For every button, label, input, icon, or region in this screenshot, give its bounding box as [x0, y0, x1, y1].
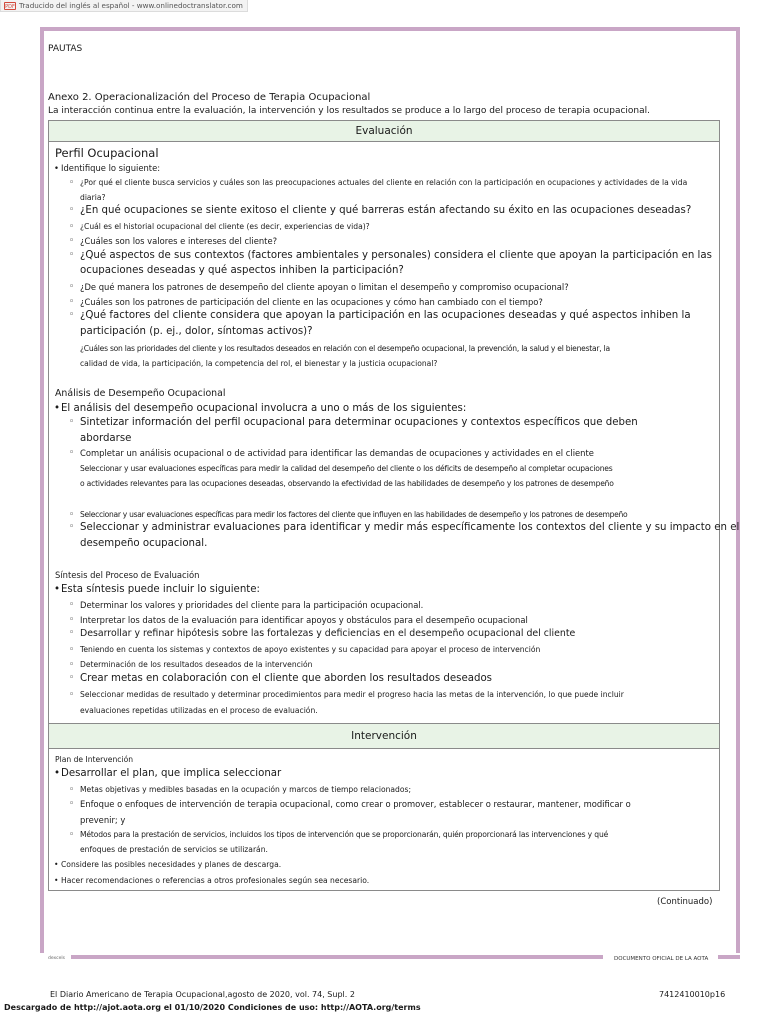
sintesis-title: Síntesis del Proceso de Evaluación	[55, 570, 200, 580]
analisis-item: ◦ Sintetizar información del perfil ocupacional para determinar ocupaciones y contextos específicos que deben	[80, 417, 638, 428]
page-code: 7412410010p16	[659, 990, 726, 999]
perfil-item: ◦ ¿Cuáles son los patrones de participación del cliente en las ocupaciones y cómo han cambiado con el tiempo?	[80, 297, 543, 307]
perfil-item: ◦ ¿Cuáles son los valores e intereses del cliente?	[80, 236, 277, 246]
sintesis-item: ◦ Seleccionar medidas de resultado y determinar procedimientos para medir el progreso hacia las metas de la intervención, lo que puede incluir	[80, 690, 624, 699]
footer-tiny-label: dexcels	[48, 956, 65, 961]
sintesis-item-cont: evaluaciones repetidas utilizadas en el proceso de evaluación.	[80, 706, 318, 715]
plan-item: ◦ Métodos para la prestación de servicios, incluidos los tipos de intervención que se proporcionarán, quién proporcionará las intervenciones y qué	[80, 830, 608, 839]
perfil-item: ◦ ¿Qué factores del cliente considera que apoyan la participación en las ocupaciones deseadas y qué aspectos inhiben la	[80, 310, 691, 321]
perfil-item: ◦ ¿Cuál es el historial ocupacional del cliente (es decir, experiencias de vida)?	[80, 222, 370, 231]
perfil-item: ◦ ¿De qué manera los patrones de desempeño del cliente apoyan o limitan el desempeño y compromiso ocupacional?	[80, 282, 569, 292]
translator-bar[interactable]	[0, 0, 248, 12]
sintesis-item: ◦ Desarrollar y refinar hipótesis sobre las fortalezas y deficiencias en el desempeño ocupacional del cliente	[80, 628, 575, 639]
perfil-item: ◦ ¿Qué aspectos de sus contextos (factores ambientales y personales) considera el cliente que apoyan la participación en las	[80, 250, 712, 261]
bottom-rule-left	[71, 955, 603, 959]
perfil-item-cont: diaria?	[80, 193, 106, 202]
sintesis-item: ◦ Crear metas en colaboración con el cliente que aborden los resultados deseados	[80, 673, 492, 684]
analisis-item: ◦ Completar un análisis ocupacional o de actividad para identificar las demandas de ocupaciones y actividades en el cliente	[80, 448, 594, 458]
annex-intro: La interacción continua entre la evaluación, la intervención y los resultados se produce a lo largo del proceso de terapia ocupacional.	[48, 106, 650, 116]
journal-citation: El Diario Americano de Terapia Ocupacional,agosto de 2020, vol. 74, Supl. 2	[50, 990, 355, 999]
plan-lead: • Desarrollar el plan, que implica seleccionar	[61, 768, 281, 779]
continued-label: (Continuado)	[657, 897, 713, 907]
section-header: PAUTAS	[48, 44, 83, 54]
perfil-lead: • Identifique lo siguiente:	[61, 163, 160, 173]
analisis-item-cont: abordarse	[80, 433, 132, 444]
perfil-item: ◦ ¿Por qué el cliente busca servicios y cuáles son las preocupaciones actuales del cliente en relación con la participación en ocupaciones y actividades de la vida	[80, 178, 687, 187]
plan-bullet: • Considere las posibles necesidades y planes de descarga.	[61, 860, 281, 869]
perfil-item: ¿Cuáles son las prioridades del cliente y los resultados deseados en relación con el desempeño ocupacional, la prevención, la salud y el bienestar, la	[80, 344, 610, 353]
sintesis-item: ◦ Determinación de los resultados deseados de la intervención	[80, 660, 312, 669]
perfil-item-cont: calidad de vida, la participación, la competencia del rol, el bienestar y la justicia ocupacional?	[80, 359, 438, 368]
analisis-item-cont: o actividades relevantes para las ocupaciones deseadas, observando la efectividad de las habilidades de desempeño y los patrones de desempeño	[80, 479, 614, 488]
translator-text: Traducido del inglés al español - www.onlinedoctranslator.com	[19, 1, 243, 10]
sintesis-item: ◦ Interpretar los datos de la evaluación para identificar apoyos y obstáculos para el desempeño ocupacional	[80, 615, 528, 625]
document-icon: PDF	[5, 3, 15, 10]
analisis-item: Seleccionar y usar evaluaciones específicas para medir la calidad del desempeño del cliente o los déficits de desempeño al completar ocupaciones	[80, 464, 613, 473]
perfil-title: Perfil Ocupacional	[55, 146, 159, 160]
analisis-item: ◦ Seleccionar y administrar evaluaciones para identificar y medir más específicamente los contextos del cliente y su impacto en el	[80, 522, 739, 533]
analisis-item: ◦ Seleccionar y usar evaluaciones específicas para medir los factores del cliente que influyen en las habilidades de desempeño y los patrones de desempeño	[80, 510, 627, 519]
plan-bullet: • Hacer recomendaciones o referencias a otros profesionales según sea necesario.	[61, 876, 369, 885]
analisis-item-cont: desempeño ocupacional.	[80, 538, 208, 549]
evaluacion-header: Evaluación	[49, 121, 719, 142]
sintesis-item: ◦ Determinar los valores y prioridades del cliente para la participación ocupacional.	[80, 600, 423, 610]
perfil-item: ◦ ¿En qué ocupaciones se siente exitoso el cliente y qué barreras están afectando su éxito en las ocupaciones deseadas?	[80, 205, 691, 216]
doc-label: DOCUMENTO OFICIAL DE LA AOTA	[614, 956, 709, 962]
perfil-item-cont: ocupaciones deseadas y qué aspectos inhiben la participación?	[80, 265, 404, 276]
perfil-item-cont: participación (p. ej., dolor, síntomas activos)?	[80, 326, 313, 337]
annex-title: Anexo 2. Operacionalización del Proceso de Terapia Ocupacional	[48, 92, 371, 103]
intervencion-header: Intervención	[49, 723, 719, 749]
plan-item-cont: enfoques de prestación de servicios se utilizarán.	[80, 845, 268, 854]
sintesis-lead: • Esta síntesis puede incluir lo siguiente:	[61, 584, 260, 595]
process-table	[48, 120, 740, 891]
plan-item: ◦ Metas objetivas y medibles basadas en la ocupación y marcos de tiempo relacionados;	[80, 785, 411, 794]
sintesis-item: ◦ Teniendo en cuenta los sistemas y contextos de apoyo existentes y su capacidad para apoyar el proceso de intervención	[80, 645, 540, 654]
download-notice[interactable]: Descargado de http://ajot.aota.org el 01/10/2020 Condiciones de uso: http://AOTA.org/terms	[4, 1003, 421, 1012]
plan-item: ◦ Enfoque o enfoques de intervención de terapia ocupacional, como crear o promover, establecer o restaurar, mantener, modificar o	[80, 799, 631, 809]
analisis-title: Análisis de Desempeño Ocupacional	[55, 388, 226, 399]
analisis-lead: • El análisis del desempeño ocupacional involucra a uno o más de los siguientes:	[61, 403, 466, 414]
plan-title: Plan de Intervención	[55, 755, 134, 764]
bottom-rule-right	[718, 955, 740, 959]
plan-item-cont: prevenir; y	[80, 815, 126, 825]
